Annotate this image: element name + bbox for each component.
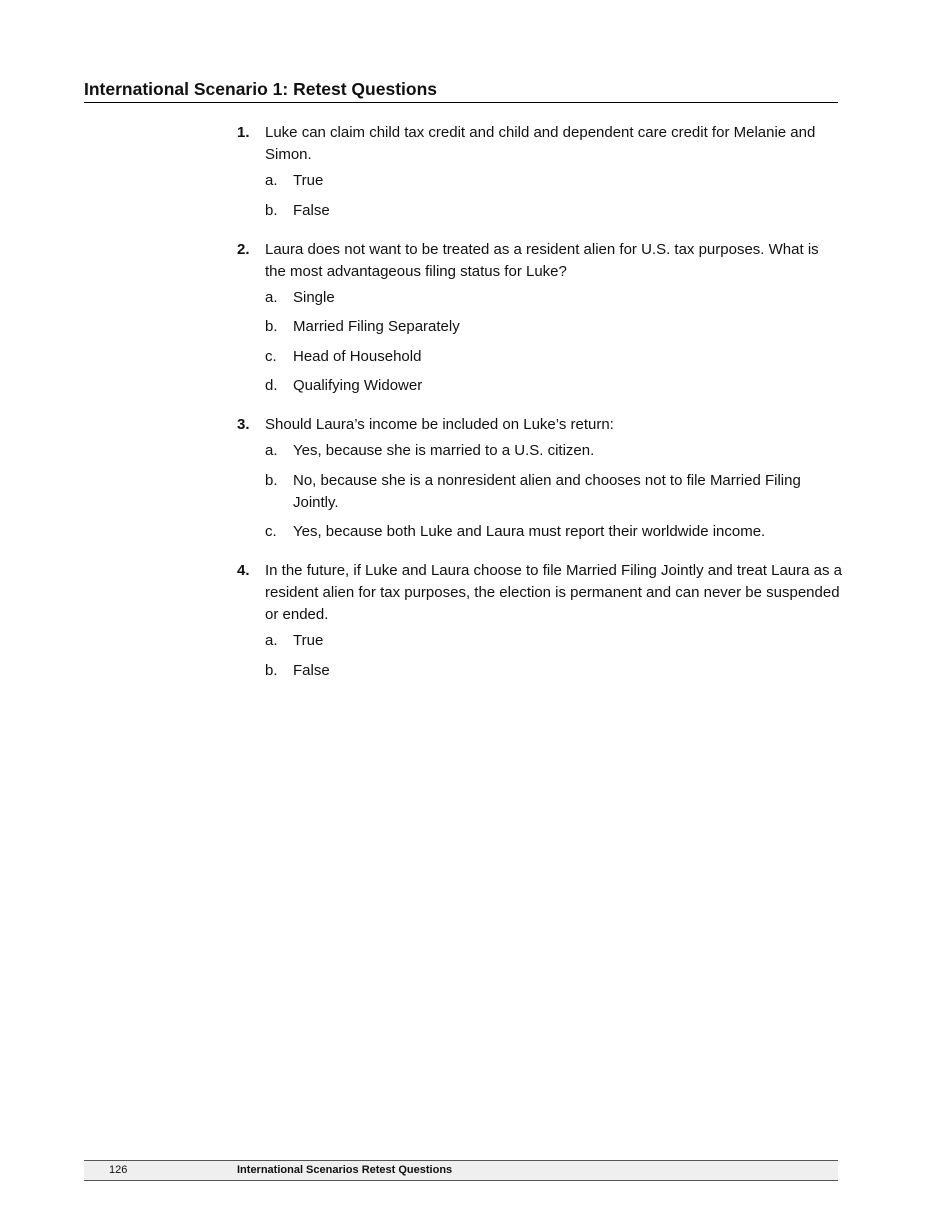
answer-options	[265, 287, 842, 398]
option-text: False	[293, 201, 330, 219]
option-text: No, because she is a nonresident alien and chooses not to file Married Filing Jointly.	[293, 471, 801, 511]
option-letter: b.	[265, 471, 278, 489]
answer-option	[265, 440, 842, 462]
question-text: In the future, if Luke and Laura choose to file Married Filing Jointly and treat Laura as a resident alien for tax purposes, the election is permanent and can never be suspended or ended.	[265, 562, 843, 623]
option-letter: b.	[265, 201, 278, 219]
answer-option	[265, 660, 842, 682]
option-text: Head of Household	[293, 347, 422, 365]
option-text: Yes, because both Luke and Laura must report their worldwide income.	[293, 523, 766, 540]
answer-options	[265, 170, 842, 222]
question-list	[237, 122, 842, 699]
answer-option	[265, 170, 842, 192]
option-letter: b.	[265, 318, 278, 335]
answer-options	[265, 630, 842, 682]
answer-option	[265, 470, 842, 514]
page-number: 126	[109, 1164, 128, 1176]
question-text: Luke can claim child tax credit and child and dependent care credit for Melanie and Simon.	[265, 124, 816, 163]
option-letter: a.	[265, 632, 278, 649]
option-letter: c.	[265, 523, 277, 540]
option-text: Married Filing Separately	[293, 318, 460, 335]
question-number: 4.	[237, 562, 250, 579]
question-4	[237, 560, 842, 682]
page-footer	[84, 1160, 838, 1181]
answer-option	[265, 200, 842, 222]
question-1	[237, 122, 842, 222]
option-letter: a.	[265, 442, 278, 459]
page-title: International Scenario 1: Retest Questions	[84, 79, 838, 103]
question-number: 1.	[237, 124, 250, 141]
answer-option	[265, 287, 842, 309]
answer-option	[265, 346, 842, 368]
option-letter: c.	[265, 347, 277, 365]
question-text: Laura does not want to be treated as a resident alien for U.S. tax purposes. What is the most advantageous filing status for Luke?	[265, 240, 819, 280]
question-text: Should Laura’s income be included on Luke’s return:	[265, 416, 614, 433]
option-letter: a.	[265, 172, 278, 189]
answer-option	[265, 316, 842, 338]
option-text: True	[293, 632, 324, 649]
option-text: Yes, because she is married to a U.S. citizen.	[293, 442, 595, 459]
option-letter: a.	[265, 288, 278, 306]
question-3	[237, 414, 842, 543]
answer-option	[265, 375, 842, 397]
answer-options	[265, 440, 842, 543]
question-number: 2.	[237, 240, 250, 258]
option-letter: b.	[265, 661, 278, 679]
option-text: Single	[293, 288, 335, 306]
option-text: Qualifying Widower	[293, 377, 423, 394]
answer-option	[265, 630, 842, 652]
question-number: 3.	[237, 416, 250, 433]
option-letter: d.	[265, 377, 278, 394]
option-text: False	[293, 661, 330, 679]
answer-option	[265, 521, 842, 543]
option-text: True	[293, 172, 324, 189]
footer-section-title: International Scenarios Retest Questions	[237, 1164, 453, 1176]
question-2	[237, 239, 842, 398]
